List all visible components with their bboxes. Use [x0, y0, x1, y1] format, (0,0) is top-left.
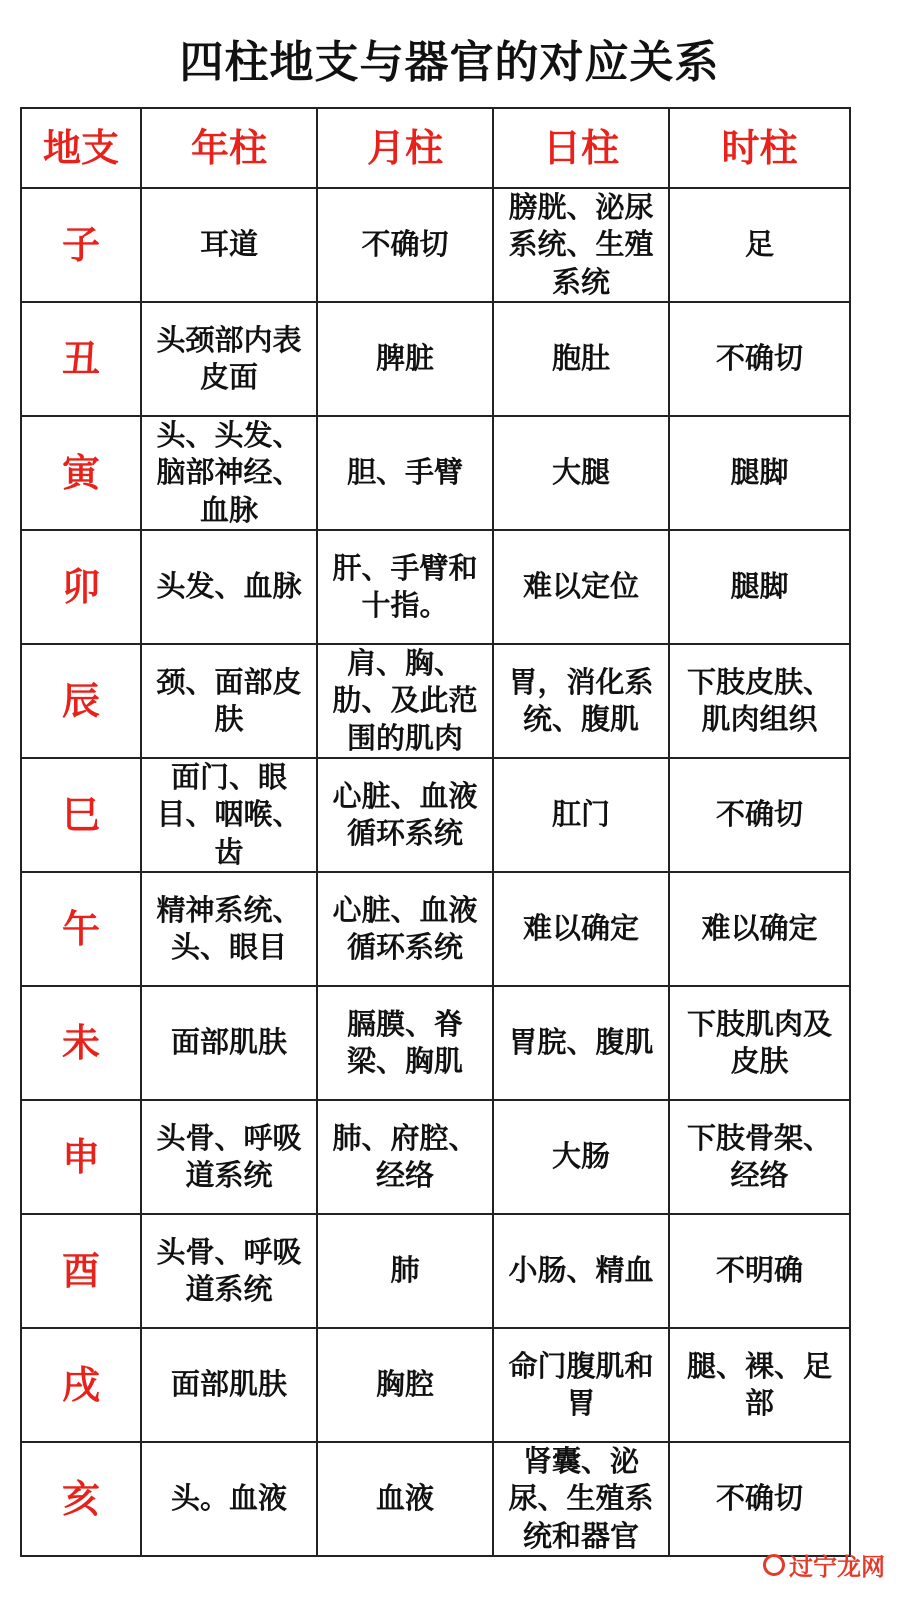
day-pillar-cell: 膀胱、泌尿系统、生殖系统: [493, 188, 669, 302]
day-pillar-cell: 难以确定: [493, 872, 669, 986]
hour-pillar-cell: 下肢皮肤、肌肉组织: [669, 644, 850, 758]
year-pillar-cell: 头、头发、脑部神经、血脉: [141, 416, 317, 530]
site-logo-icon: [763, 1554, 785, 1576]
branch-cell: 辰: [21, 644, 141, 758]
hour-pillar-cell: 腿脚: [669, 416, 850, 530]
hour-pillar-cell: 不明确: [669, 1214, 850, 1328]
branch-cell: 申: [21, 1100, 141, 1214]
year-pillar-cell: 头发、血脉: [141, 530, 317, 644]
site-watermark: [763, 1547, 885, 1582]
table-row: [21, 758, 850, 872]
table-row: [21, 302, 850, 416]
year-pillar-cell: 面部肌肤: [141, 986, 317, 1100]
month-pillar-cell: 胆、手臂: [317, 416, 493, 530]
day-pillar-cell: 胃脘、腹肌: [493, 986, 669, 1100]
table-row: [21, 1328, 850, 1442]
hour-pillar-cell: 腿、裸、足部: [669, 1328, 850, 1442]
month-pillar-cell: 血液: [317, 1442, 493, 1556]
branch-cell: 卯: [21, 530, 141, 644]
hour-pillar-cell: 下肢肌肉及皮肤: [669, 986, 850, 1100]
month-pillar-cell: 心脏、血液循环系统: [317, 758, 493, 872]
table-row: [21, 872, 850, 986]
organ-correspondence-table: [20, 107, 851, 1557]
day-pillar-cell: 肾囊、泌尿、生殖系统和器官: [493, 1442, 669, 1556]
year-pillar-cell: 面部肌肤: [141, 1328, 317, 1442]
branch-cell: 亥: [21, 1442, 141, 1556]
table-row: [21, 1214, 850, 1328]
year-pillar-cell: 头颈部内表皮面: [141, 302, 317, 416]
month-pillar-cell: 脾脏: [317, 302, 493, 416]
table-row: [21, 1100, 850, 1214]
table-row: [21, 416, 850, 530]
table-row: [21, 530, 850, 644]
year-pillar-cell: 面门、眼目、咽喉、齿: [141, 758, 317, 872]
table-row: [21, 644, 850, 758]
year-pillar-cell: 颈、面部皮肤: [141, 644, 317, 758]
year-pillar-cell: 头骨、呼吸道系统: [141, 1100, 317, 1214]
branch-cell: 丑: [21, 302, 141, 416]
year-pillar-cell: 头。血液: [141, 1442, 317, 1556]
branch-cell: 酉: [21, 1214, 141, 1328]
hour-pillar-cell: 腿脚: [669, 530, 850, 644]
month-pillar-cell: 膈膜、脊梁、胸肌: [317, 986, 493, 1100]
day-pillar-cell: 大腿: [493, 416, 669, 530]
hour-pillar-cell: 不确切: [669, 302, 850, 416]
page-title: 四柱地支与器官的对应关系: [179, 37, 720, 88]
branch-cell: 未: [21, 986, 141, 1100]
month-pillar-cell: 肩、胸、肋、及此范围的肌肉: [317, 644, 493, 758]
day-pillar-cell: 胃，消化系统、腹肌: [493, 644, 669, 758]
year-pillar-cell: 精神系统、头、眼目: [141, 872, 317, 986]
hour-pillar-cell: 不确切: [669, 758, 850, 872]
header-cell-day-pillar: 日柱: [493, 108, 669, 188]
hour-pillar-cell: 不确切: [669, 1442, 850, 1556]
branch-cell: 寅: [21, 416, 141, 530]
header-cell-year-pillar: 年柱: [141, 108, 317, 188]
branch-cell: 子: [21, 188, 141, 302]
branch-cell: 巳: [21, 758, 141, 872]
month-pillar-cell: 肝、手臂和十指。: [317, 530, 493, 644]
header-cell-branch: 地支: [21, 108, 141, 188]
branch-cell: 午: [21, 872, 141, 986]
table-row: [21, 986, 850, 1100]
hour-pillar-cell: 下肢骨架、经络: [669, 1100, 850, 1214]
hour-pillar-cell: 难以确定: [669, 872, 850, 986]
hour-pillar-cell: 足: [669, 188, 850, 302]
year-pillar-cell: 头骨、呼吸道系统: [141, 1214, 317, 1328]
day-pillar-cell: 肛门: [493, 758, 669, 872]
day-pillar-cell: 大肠: [493, 1100, 669, 1214]
day-pillar-cell: 难以定位: [493, 530, 669, 644]
month-pillar-cell: 心脏、血液循环系统: [317, 872, 493, 986]
table-row: [21, 188, 850, 302]
month-pillar-cell: 不确切: [317, 188, 493, 302]
day-pillar-cell: 胞肚: [493, 302, 669, 416]
table-row: [21, 1442, 850, 1556]
header-cell-hour-pillar: 时柱: [669, 108, 850, 188]
day-pillar-cell: 命门腹肌和胃: [493, 1328, 669, 1442]
branch-cell: 戌: [21, 1328, 141, 1442]
month-pillar-cell: 肺、府腔、经络: [317, 1100, 493, 1214]
day-pillar-cell: 小肠、精血: [493, 1214, 669, 1328]
month-pillar-cell: 肺: [317, 1214, 493, 1328]
header-cell-month-pillar: 月柱: [317, 108, 493, 188]
header-row: [21, 108, 850, 188]
year-pillar-cell: 耳道: [141, 188, 317, 302]
site-watermark-text: 过宁龙网: [789, 1553, 885, 1581]
month-pillar-cell: 胸腔: [317, 1328, 493, 1442]
